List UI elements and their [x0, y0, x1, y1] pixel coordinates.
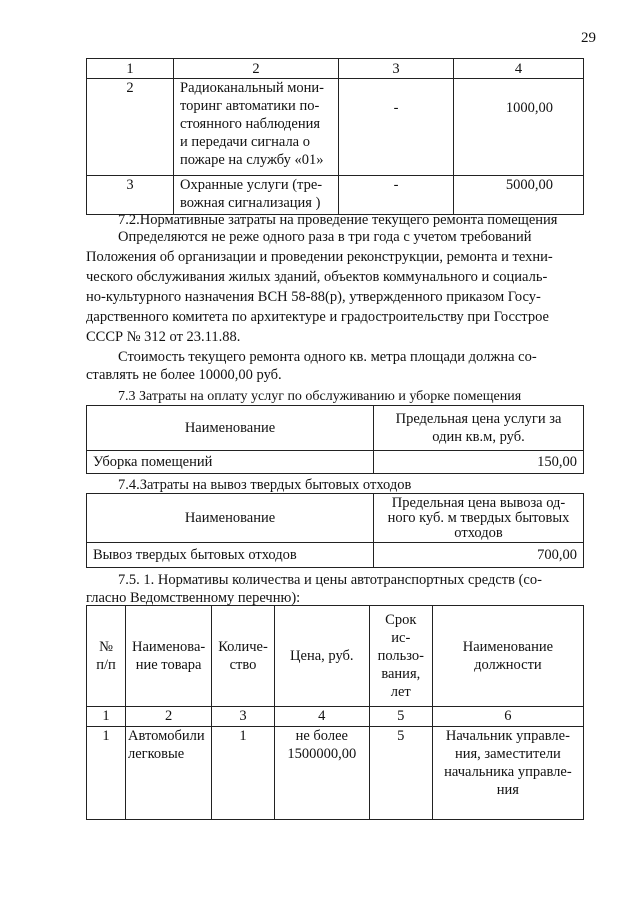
service-name-line: торинг автоматики по-	[180, 98, 320, 114]
header-line: Наименование	[462, 639, 554, 655]
column-number: 5	[369, 707, 432, 727]
price-value	[274, 727, 369, 820]
service-name	[174, 79, 339, 176]
page-number: 29	[581, 30, 596, 46]
product-name	[126, 727, 212, 820]
position-line: ния	[496, 782, 519, 798]
row-value: 150,00	[374, 451, 584, 474]
section-7-3-heading: 7.3 Затраты на оплату услуг по обслуживанию и уборке помещения	[118, 389, 522, 404]
header-num	[87, 606, 126, 707]
header-line: №	[99, 639, 113, 655]
header-name: Наименование	[87, 406, 374, 451]
header-price-line: отходов	[454, 524, 503, 541]
position-value	[432, 727, 583, 820]
column-number: 4	[274, 707, 369, 727]
column-number: 1	[87, 707, 126, 727]
quantity-value: 1	[212, 727, 275, 820]
product-name-line: легковые	[128, 746, 185, 762]
header-line: пользо-	[377, 648, 424, 664]
header-cell: 1	[87, 59, 174, 79]
column-number-row	[87, 707, 584, 727]
table-header-row	[87, 406, 584, 451]
service-name	[174, 176, 339, 215]
header-position	[432, 606, 583, 707]
header-price	[274, 606, 369, 707]
position-line: ния, заместители	[454, 746, 561, 762]
paragraph-line: но-культурного назначения ВСН 58-88(р), утвержденного приказом Госу-	[86, 289, 541, 305]
waste-table	[86, 493, 584, 568]
table-row	[87, 176, 584, 215]
paragraph-line: дарственного комитета по архитектуре и градостроительству при Госстрое	[86, 309, 549, 325]
header-line: ство	[229, 657, 257, 673]
cell-dash: -	[339, 176, 454, 215]
header-price-line: ного куб. м твердых бытовых	[387, 509, 570, 526]
paragraph-line: ставлять не более 10000,00 руб.	[86, 367, 282, 383]
paragraph-line: СССР № 312 от 23.11.88.	[86, 329, 241, 345]
section-7-2-heading: 7.2.Нормативные затраты на проведение текущего ремонта помещения	[118, 212, 558, 228]
service-name-line: пожаре на службу «01»	[180, 152, 324, 168]
cleaning-table	[86, 405, 584, 474]
paragraph-line: Стоимость текущего ремонта одного кв. метра площади должна со-	[118, 349, 537, 365]
row-number: 3	[87, 176, 174, 215]
table-row	[87, 727, 584, 820]
row-number: 1	[87, 727, 126, 820]
table-header-row	[87, 59, 584, 79]
table-row	[87, 543, 584, 568]
row-name: Уборка помещений	[87, 451, 374, 474]
header-quantity	[212, 606, 275, 707]
header-line: должности	[474, 657, 542, 673]
header-cell: 3	[339, 59, 454, 79]
header-line: лет	[390, 684, 411, 700]
paragraph-line: ческого обслуживания жилых зданий, объектов коммунального и социаль-	[86, 269, 548, 285]
table-header-row	[87, 494, 584, 543]
position-line: Начальник управле-	[445, 728, 570, 744]
header-line: Наименова-	[132, 639, 206, 655]
row-number: 2	[87, 79, 174, 176]
service-name-line: Охранные услуги (тре-	[180, 177, 323, 193]
price-value: 5000,00	[454, 176, 584, 215]
header-years	[369, 606, 432, 707]
header-product	[126, 606, 212, 707]
header-price-line: Предельная цена вывоза од-	[391, 494, 566, 511]
cell-dash: -	[339, 79, 454, 176]
header-line: Срок ис-	[385, 612, 417, 646]
header-price	[374, 406, 584, 451]
service-name-line: Радиоканальный мони-	[180, 80, 324, 96]
column-number: 2	[126, 707, 212, 727]
service-name-line: вожная сигнализация )	[180, 195, 321, 211]
header-name: Наименование	[87, 494, 374, 543]
table-row	[87, 451, 584, 474]
vehicles-table	[86, 605, 584, 820]
header-price	[374, 494, 584, 543]
table-header-row	[87, 606, 584, 707]
service-name-line: и передачи сигнала о	[180, 134, 310, 150]
header-line: вания,	[381, 666, 421, 682]
price-value: 1000,00	[454, 79, 584, 176]
paragraph-line: гласно Ведомственному перечню):	[86, 590, 301, 606]
section-7-5-1-heading: 7.5. 1. Нормативы количества и цены автотранспортных средств (со-	[118, 572, 542, 588]
paragraph-line: Определяются не реже одного раза в три года с учетом требований	[118, 229, 532, 245]
header-cell: 4	[454, 59, 584, 79]
years-value: 5	[369, 727, 432, 820]
header-cell: 2	[174, 59, 339, 79]
row-value: 700,00	[374, 543, 584, 568]
section-7-4-heading: 7.4.Затраты на вывоз твердых бытовых отходов	[118, 477, 412, 493]
product-name-line: Автомобили	[128, 728, 205, 744]
service-name-line: стоянного наблюдения	[180, 116, 321, 132]
header-line: п/п	[96, 657, 116, 673]
header-line: Цена, руб.	[290, 648, 354, 664]
paragraph-line: Положения об организации и проведении реконструкции, ремонта и техни-	[86, 249, 553, 265]
position-line: начальника управле-	[444, 764, 572, 780]
price-line: не более	[295, 728, 348, 744]
table-row	[87, 79, 584, 176]
column-number: 3	[212, 707, 275, 727]
header-line: ние товара	[135, 657, 202, 673]
price-line: 1500000,00	[287, 746, 357, 762]
header-line: Количе-	[218, 639, 268, 655]
row-name: Вывоз твердых бытовых отходов	[87, 543, 374, 568]
services-table	[86, 58, 584, 215]
header-price-line: один кв.м, руб.	[432, 429, 525, 445]
column-number: 6	[432, 707, 583, 727]
header-price-line: Предельная цена услуги за	[395, 411, 562, 427]
